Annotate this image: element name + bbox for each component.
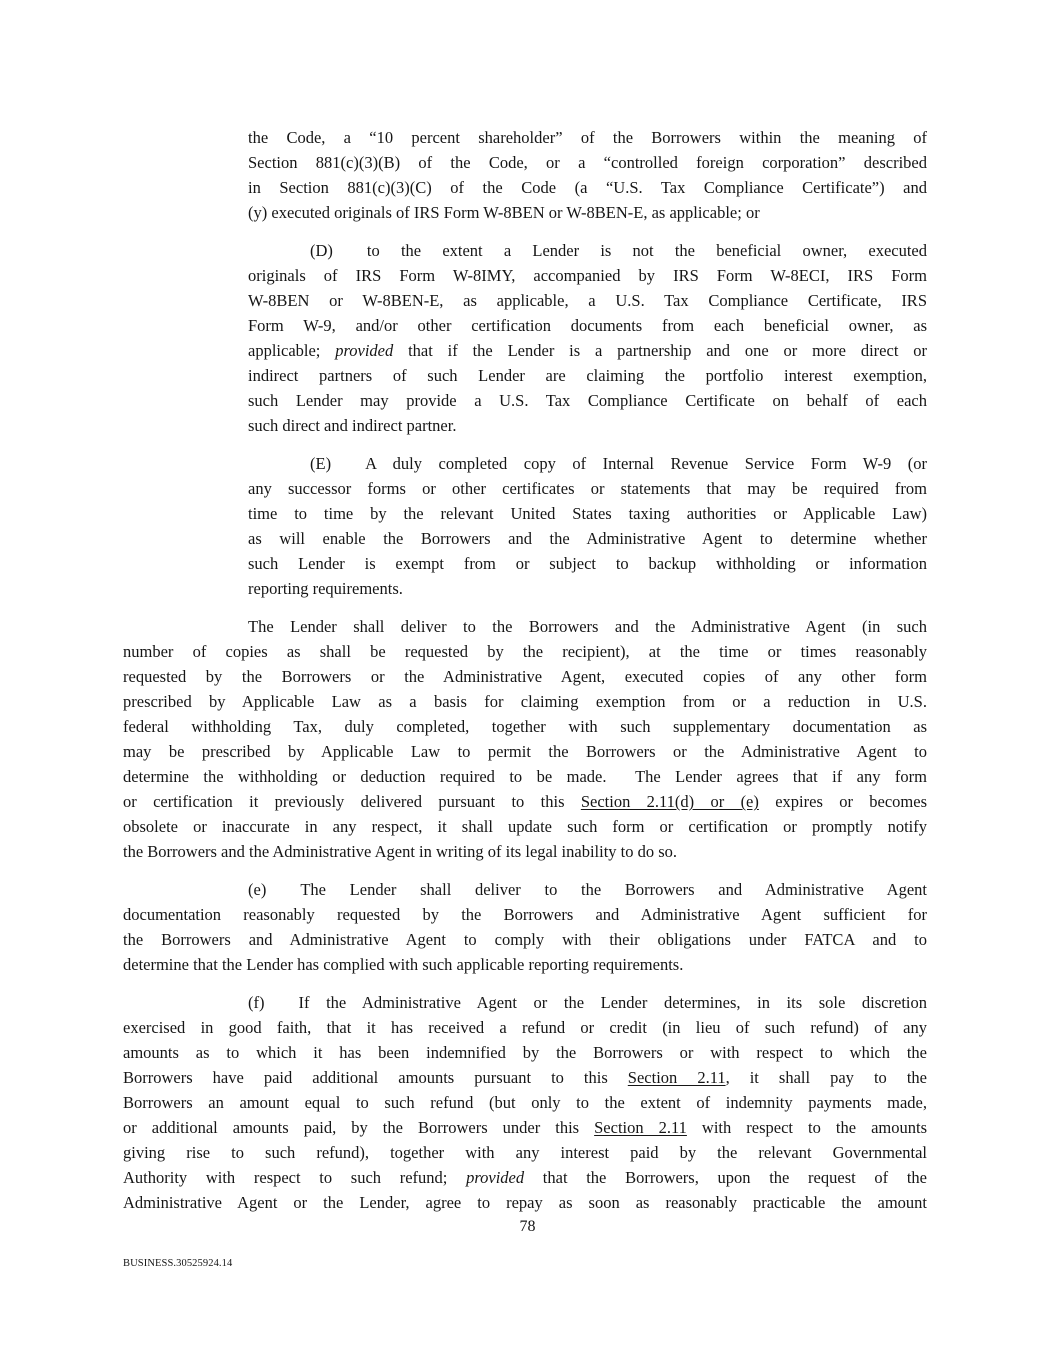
text-run: (y) executed originals of IRS Form W-8BEN or W-8BEN-E, as applicable; or <box>248 203 760 222</box>
text-line <box>248 476 927 501</box>
paragraph <box>248 238 927 438</box>
defined-term-italic: provided <box>335 341 394 360</box>
text-run: The Lender shall deliver to the Borrowers and Administrative Agent <box>300 880 927 899</box>
paragraph <box>123 990 927 1215</box>
text-run: or certification it previously delivered pursuant to this <box>123 792 581 811</box>
text-run: amounts as to which it has been indemnified by the Borrowers or with respect to which the <box>123 1043 927 1062</box>
section-reference: Section 2.11 <box>627 1068 726 1087</box>
text-line <box>248 526 927 551</box>
text-run: time to time by the relevant United States taxing authorities or Applicable Law) <box>248 504 927 523</box>
text-run: giving rise to such refund), together with any interest paid by the relevant Governmental <box>123 1143 927 1162</box>
text-run: determine that the Lender has complied with such applicable reporting requirements. <box>123 955 684 974</box>
text-run: any successor forms or other certificates or statements that may be required from <box>248 479 927 498</box>
text-run: to the extent a Lender is not the beneficial owner, executed <box>366 241 927 260</box>
paragraph <box>123 614 927 864</box>
text-line <box>123 1015 927 1040</box>
text-run: federal withholding Tax, duly completed, together with such supplementary documentation as <box>123 717 927 736</box>
text-run: with respect to the amounts <box>686 1118 927 1137</box>
text-run: documentation reasonably requested by the Borrowers and Administrative Agent sufficient for <box>123 905 927 924</box>
text-run: W-8BEN or W-8BEN-E, as applicable, a U.S. Tax Compliance Certificate, IRS <box>248 291 927 310</box>
text-run: If the Administrative Agent or the Lender determines, in its sole discretion <box>298 993 927 1012</box>
text-run: applicable; <box>248 341 336 360</box>
text-line <box>248 175 927 200</box>
text-line <box>248 263 927 288</box>
text-run: determine the withholding or deduction required to be made. The Lender agrees that if any form <box>123 767 927 786</box>
text-run: The Lender shall deliver to the Borrowers and the Administrative Agent (in such <box>248 617 927 636</box>
text-run: Form W-9, and/or other certification documents from each beneficial owner, as <box>248 316 927 335</box>
paragraph-label: (e) <box>248 880 267 899</box>
text-run: Borrowers have paid additional amounts pursuant to this <box>123 1068 628 1087</box>
text-run: the Borrowers and the Administrative Agent in writing of its legal inability to do so. <box>123 842 678 861</box>
text-line <box>248 238 927 263</box>
text-line <box>123 814 927 839</box>
text-line <box>123 639 927 664</box>
text-line <box>123 839 927 864</box>
text-line <box>123 990 927 1015</box>
text-run: requested by the Borrowers or the Administrative Agent, executed copies of any other form <box>123 667 927 686</box>
text-line <box>248 501 927 526</box>
page-number: 78 <box>519 1218 536 1235</box>
text-run: in Section 881(c)(3)(C) of the Code (a “U.S. Tax Compliance Certificate”) and <box>248 178 927 197</box>
text-line <box>123 902 927 927</box>
text-line <box>123 1190 927 1215</box>
text-line <box>123 1140 927 1165</box>
text-run: obsolete or inaccurate in any respect, it shall update such form or certification or promptly notify <box>123 817 927 836</box>
text-line <box>248 288 927 313</box>
text-line <box>248 363 927 388</box>
section-reference: Section 2.11 <box>594 1118 687 1137</box>
text-run: Borrowers an amount equal to such refund (but only to the extent of indemnity payments made, <box>123 1093 927 1112</box>
text-line <box>248 551 927 576</box>
text-run: may be prescribed by Applicable Law to permit the Borrowers or the Administrative Agent to <box>123 742 927 761</box>
paragraph <box>248 125 927 225</box>
text-run: indirect partners of such Lender are claiming the portfolio interest exemption, <box>248 366 927 385</box>
text-line <box>248 125 927 150</box>
text-run: the Borrowers and Administrative Agent to comply with their obligations under FATCA and to <box>123 930 927 949</box>
text-run: Administrative Agent or the Lender, agree to repay as soon as reasonably practicable the amount <box>123 1193 927 1212</box>
text-run: or additional amounts paid, by the Borrowers under this <box>123 1118 595 1137</box>
text-line <box>123 739 927 764</box>
text-line <box>123 1040 927 1065</box>
text-line <box>248 313 927 338</box>
paragraph <box>123 877 927 977</box>
text-line <box>123 927 927 952</box>
text-run: number of copies as shall be requested by the recipient), at the time or times reasonably <box>123 642 927 661</box>
text-line <box>248 200 927 225</box>
text-run: such Lender is exempt from or subject to backup withholding or information <box>248 554 927 573</box>
text-run: , it shall pay to the <box>725 1068 927 1087</box>
paragraph <box>248 451 927 601</box>
text-line <box>248 576 927 601</box>
text-run: that if the Lender is a partnership and one or more direct or <box>393 341 927 360</box>
text-line <box>123 1115 927 1140</box>
defined-term-italic: provided <box>466 1168 525 1187</box>
text-line <box>248 451 927 476</box>
text-line <box>123 664 927 689</box>
text-run: that the Borrowers, upon the request of the <box>524 1168 927 1187</box>
text-run: exercised in good faith, that it has received a refund or credit (in lieu of such refund) of any <box>123 1018 927 1037</box>
text-run: Authority with respect to such refund; <box>123 1168 467 1187</box>
document-id-footer: BUSINESS.30525924.14 <box>123 1258 233 1269</box>
text-run: reporting requirements. <box>248 579 403 598</box>
text-line <box>123 789 927 814</box>
paragraph-label: (f) <box>248 993 265 1012</box>
paragraph-label: (E) <box>310 454 332 473</box>
document-text <box>123 125 927 1215</box>
text-run: as will enable the Borrowers and the Administrative Agent to determine whether <box>248 529 927 548</box>
text-line <box>123 1165 927 1190</box>
text-line <box>123 714 927 739</box>
text-line <box>123 952 927 977</box>
text-run: Section 881(c)(3)(B) of the Code, or a “controlled foreign corporation” described <box>248 153 927 172</box>
text-run: prescribed by Applicable Law as a basis for claiming exemption from or a reduction in U.S. <box>123 692 927 711</box>
text-line <box>248 338 927 363</box>
text-line <box>248 413 927 438</box>
text-line <box>123 614 927 639</box>
text-line <box>123 764 927 789</box>
text-run: A duly completed copy of Internal Revenue Service Form W-9 (or <box>365 454 927 473</box>
text-run: expires or becomes <box>758 792 927 811</box>
text-line <box>248 150 927 175</box>
text-line <box>123 689 927 714</box>
text-line <box>248 388 927 413</box>
text-run: the Code, a “10 percent shareholder” of the Borrowers within the meaning of <box>248 128 927 147</box>
paragraph-label: (D) <box>310 241 333 260</box>
text-line <box>123 1065 927 1090</box>
section-reference: Section 2.11(d) or (e) <box>580 792 759 811</box>
text-run: such Lender may provide a U.S. Tax Compliance Certificate on behalf of each <box>248 391 927 410</box>
text-line <box>123 1090 927 1115</box>
text-run: such direct and indirect partner. <box>248 416 457 435</box>
text-run: originals of IRS Form W-8IMY, accompanied by IRS Form W-8ECI, IRS Form <box>248 266 927 285</box>
text-line <box>123 877 927 902</box>
